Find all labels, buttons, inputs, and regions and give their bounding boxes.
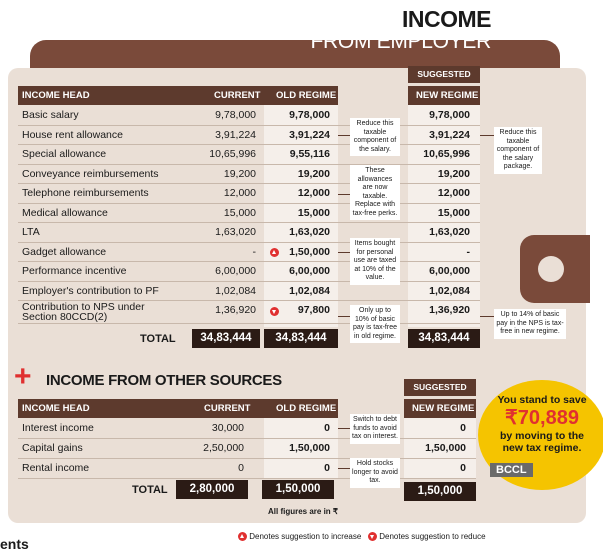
table-row <box>18 184 480 204</box>
title-line2: FROM EMPLOYER <box>310 30 491 53</box>
row-old-regime: 19,200 <box>297 167 330 180</box>
row-label: Conveyance reimbursements <box>22 167 159 180</box>
row-label: Rental income <box>22 462 90 474</box>
savings-line1: You stand to save <box>497 394 587 406</box>
row-current: - <box>252 245 256 258</box>
row-current: 19,200 <box>223 167 256 180</box>
legend-reduce: Denotes suggestion to reduce <box>379 532 486 541</box>
row-old-regime: 3,91,224 <box>289 128 330 141</box>
plus-icon: + <box>14 360 32 393</box>
row-old-regime: 1,50,000 <box>289 245 330 258</box>
row-current: 3,91,224 <box>215 128 256 141</box>
connector <box>480 316 494 317</box>
row-old-regime: 1,50,000 <box>289 442 330 454</box>
row-new-regime: 12,000 <box>437 187 470 199</box>
table-row <box>18 282 480 302</box>
row-current: 12,000 <box>223 187 256 199</box>
note-hold-stocks: Hold stocks longer to avoid tax. <box>350 458 400 488</box>
row-label: House rent allowance <box>22 128 123 141</box>
row-new-regime: 1,50,000 <box>425 442 466 454</box>
row-label: Interest income <box>22 422 94 434</box>
row-old-regime: 1,63,020 <box>289 226 330 238</box>
row-label: Basic salary <box>22 109 79 121</box>
credit: BCCL <box>490 463 533 477</box>
note-allowances-taxable: These allowances are now taxable. Replace with tax-free perks. <box>350 165 400 220</box>
footnote: All figures are in ₹ <box>268 507 338 516</box>
other-total-new: 1,50,000 <box>404 482 476 501</box>
row-current: 6,00,000 <box>215 265 256 277</box>
header-new-regime: NEW REGIME <box>412 403 475 414</box>
row-current: 9,78,000 <box>215 109 256 121</box>
other-header-row <box>18 399 338 418</box>
header-current: CURRENT <box>214 90 261 101</box>
employer-suggested-label: SUGGESTED <box>408 66 480 83</box>
cutoff-text: ents <box>0 536 29 552</box>
table-row <box>18 165 480 185</box>
row-new-regime: 3,91,224 <box>429 128 470 141</box>
other-total-current: 2,80,000 <box>176 480 248 499</box>
row-label: Telephone reimbursements <box>22 187 149 199</box>
header-income-head: INCOME HEAD <box>22 90 90 101</box>
row-new-regime: 1,02,084 <box>429 284 470 297</box>
table-row <box>18 106 480 126</box>
employer-total-new: 34,83,444 <box>408 329 480 348</box>
row-current: 1,02,084 <box>215 284 256 297</box>
reduce-icon <box>368 532 377 541</box>
row-current: 1,63,020 <box>215 226 256 238</box>
employer-total-label: TOTAL <box>140 333 176 345</box>
row-current: 30,000 <box>211 422 244 434</box>
clasp-button <box>538 256 564 282</box>
row-label: Performance incentive <box>22 265 127 277</box>
table-row <box>18 145 480 165</box>
row-label-line2: Section 80CCD(2) <box>22 311 108 323</box>
row-old-regime: 12,000 <box>297 187 330 199</box>
row-old-regime: 0 <box>324 422 330 434</box>
note-reduce-taxable: Reduce this taxable component of the salary. <box>350 118 400 156</box>
row-new-regime: 10,65,996 <box>423 148 470 160</box>
employer-header-new <box>408 86 480 105</box>
row-old-regime: 0 <box>324 462 330 474</box>
savings-amount: ₹70,889 <box>505 407 579 429</box>
row-new-regime: 9,78,000 <box>429 109 470 121</box>
legend <box>238 532 486 541</box>
header-old-regime: OLD REGIME <box>276 403 337 414</box>
note-nps-old: Only up to 10% of basic pay is tax-free in old regime. <box>350 305 400 343</box>
row-current: 0 <box>238 462 244 474</box>
title-line1: INCOME <box>402 6 491 32</box>
table-row <box>18 419 476 439</box>
table-row <box>18 223 480 243</box>
connector <box>338 135 350 136</box>
employer-total-old: 34,83,444 <box>264 329 338 348</box>
row-current: 1,36,920 <box>215 304 256 316</box>
row-label: LTA <box>22 226 40 238</box>
increase-icon <box>238 532 247 541</box>
table-row <box>18 262 480 282</box>
connector <box>338 468 350 469</box>
other-total-old: 1,50,000 <box>262 480 334 499</box>
other-title: INCOME FROM OTHER SOURCES <box>46 372 282 389</box>
row-current: 2,50,000 <box>203 442 244 454</box>
row-label: Medical allowance <box>22 206 108 219</box>
connector <box>480 135 494 136</box>
other-total-label: TOTAL <box>132 484 168 496</box>
other-header-new <box>404 399 476 418</box>
row-current: 10,65,996 <box>209 148 256 160</box>
connector <box>338 252 350 253</box>
savings-line2: by moving to the new tax regime. <box>500 430 584 454</box>
row-old-regime: 1,02,084 <box>289 284 330 297</box>
row-label: Employer's contribution to PF <box>22 284 159 297</box>
row-old-regime: 6,00,000 <box>289 265 330 277</box>
row-new-regime: 0 <box>460 422 466 434</box>
table-row <box>18 243 480 263</box>
row-current: 15,000 <box>223 206 256 219</box>
legend-increase: Denotes suggestion to increase <box>249 532 362 541</box>
header-income-head: INCOME HEAD <box>22 403 90 414</box>
row-old-regime: 9,78,000 <box>289 109 330 121</box>
table-row <box>18 204 480 224</box>
table-row <box>18 126 480 146</box>
reduce-icon <box>270 307 279 316</box>
connector <box>338 194 350 195</box>
row-new-regime: 1,63,020 <box>429 226 470 238</box>
connector <box>338 428 350 429</box>
row-new-regime: 1,36,920 <box>429 304 470 316</box>
employer-total-current: 34,83,444 <box>192 329 260 348</box>
note-items-bought: Items bought for personal use are taxed at 10% of the value. <box>350 238 400 285</box>
row-label: Capital gains <box>22 442 83 454</box>
row-old-regime: 97,800 <box>297 304 330 316</box>
row-label: Special allowance <box>22 148 107 160</box>
note-debt-funds: Switch to debt funds to avoid tax on interest. <box>350 414 400 444</box>
header-new-regime: NEW REGIME <box>416 90 479 101</box>
note-nps-new: Up to 14% of basic pay in the NPS is tax-free in new regime. <box>494 309 566 339</box>
row-old-regime: 9,55,116 <box>289 148 330 160</box>
row-new-regime: 19,200 <box>437 167 470 180</box>
other-suggested-label: SUGGESTED <box>404 379 476 396</box>
row-label: Gadget allowance <box>22 245 107 258</box>
row-label: Contribution to NPS under <box>22 301 145 313</box>
table-row <box>18 459 476 479</box>
row-new-regime: - <box>466 245 470 258</box>
row-new-regime: 15,000 <box>437 206 470 219</box>
header-current: CURRENT <box>204 403 251 414</box>
table-row <box>18 439 476 459</box>
employer-header-row <box>18 86 338 105</box>
header-old-regime: OLD REGIME <box>276 90 337 101</box>
connector <box>338 316 350 317</box>
note-reduce-package: Reduce this taxable component of the salary package. <box>494 127 542 174</box>
row-old-regime: 15,000 <box>297 206 330 219</box>
row-new-regime: 0 <box>460 462 466 474</box>
table-row <box>18 301 480 324</box>
increase-icon <box>270 248 279 257</box>
row-new-regime: 6,00,000 <box>429 265 470 277</box>
